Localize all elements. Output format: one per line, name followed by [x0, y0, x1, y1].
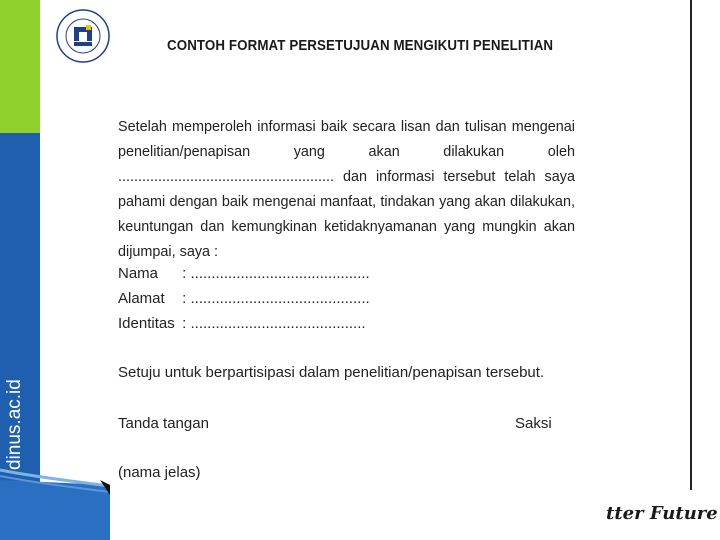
signature-label: Tanda tangan: [118, 415, 209, 432]
field-nama: [118, 265, 370, 282]
field-alamat: [118, 290, 370, 307]
brand-bar-green: [0, 0, 40, 133]
tagline: tter Future: [606, 503, 718, 524]
website-label: dinus.ac.id: [4, 379, 25, 470]
university-logo: [55, 8, 111, 64]
full-name-label: (nama jelas): [118, 464, 201, 481]
witness-label: Saksi: [515, 415, 552, 432]
document-border: [690, 0, 692, 490]
field-value: : ...........................................: [182, 290, 370, 307]
decorative-wave: [0, 440, 130, 540]
field-identitas: [118, 315, 366, 332]
field-value: : ..........................................: [182, 315, 366, 332]
field-label: Nama: [118, 265, 159, 282]
field-label: Alamat: [118, 290, 165, 307]
field-label: Identitas: [118, 315, 175, 332]
consent-paragraph: [118, 114, 575, 264]
document-title: CONTOH FORMAT PERSETUJUAN MENGIKUTI PENELITIAN: [167, 38, 554, 54]
agreement-text: Setuju untuk berpartisipasi dalam penelitian/penapisan tersebut.: [118, 364, 545, 381]
paragraph-text: Setelah memperoleh informasi baik secara lisan dan tulisan mengenai penelitian/penapisan yang akan dilakukan oleh ...................................................... dan informasi tersebut telah saya pahami dengan baik mengenai manfaat, tindakan yang akan dilakukan, keuntungan dan kemungkinan ketidaknyamanan yang mungkin akan dijumpai, saya :: [118, 118, 575, 260]
field-value: : ...........................................: [182, 265, 370, 282]
